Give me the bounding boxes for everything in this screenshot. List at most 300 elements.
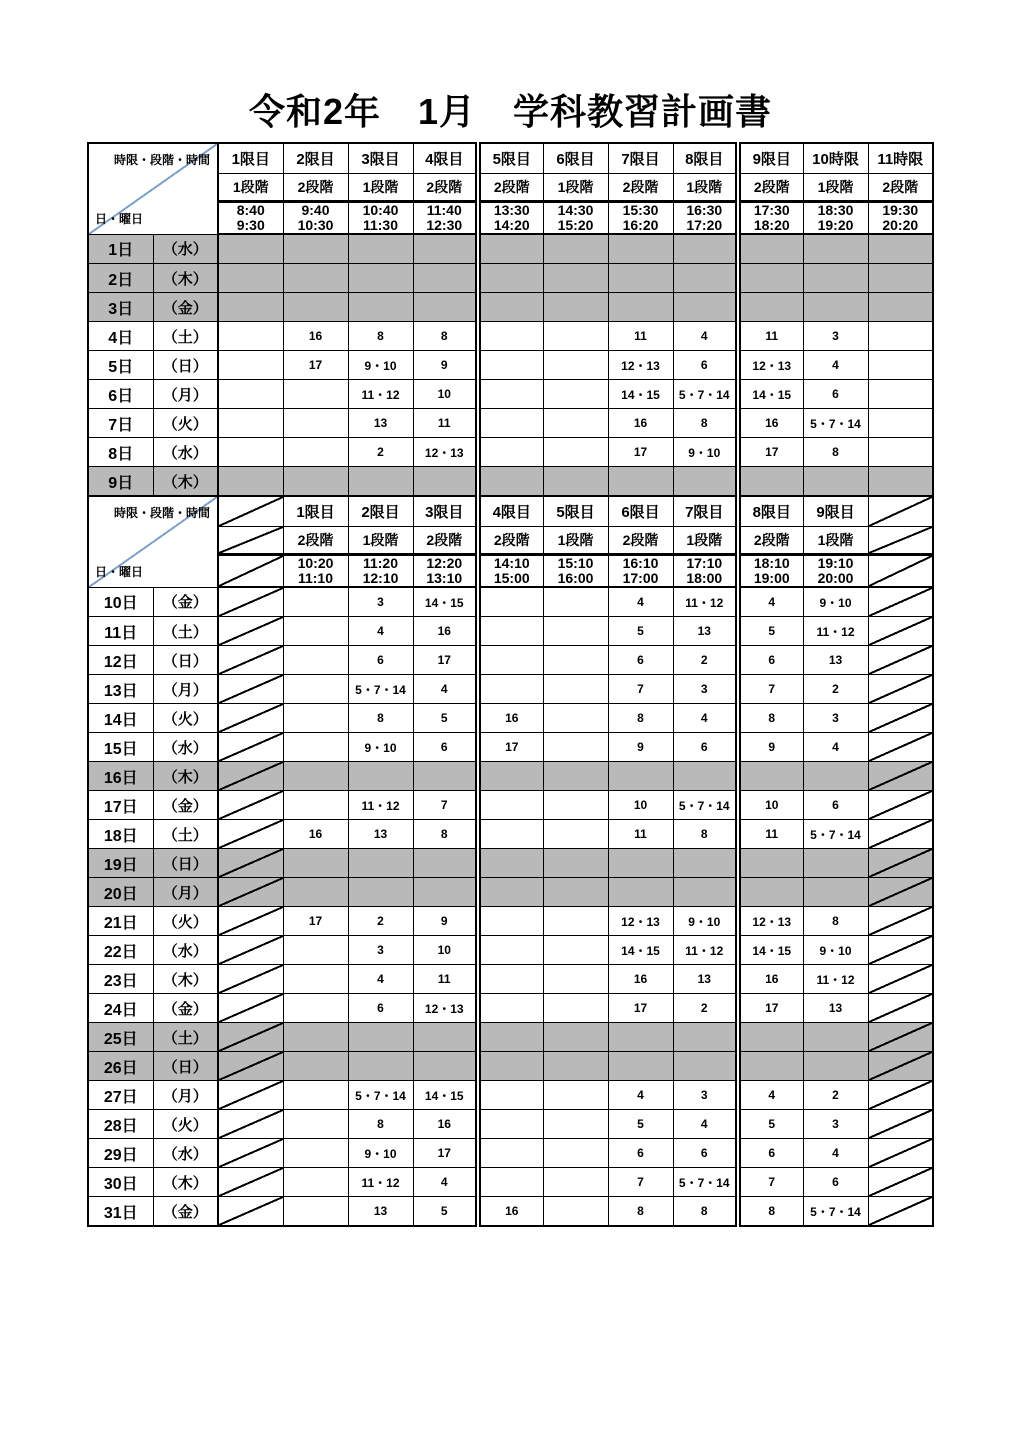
- schedule-row: [88, 704, 933, 733]
- lesson-cell: [803, 264, 868, 293]
- lesson-cell: [803, 849, 868, 878]
- lesson-cell: [283, 467, 348, 497]
- lesson-cell: [543, 617, 608, 646]
- lesson-cell: [543, 965, 608, 994]
- lesson-cell: 14・15: [738, 936, 803, 965]
- lesson-cell: [868, 234, 933, 264]
- schedule-row: [88, 438, 933, 467]
- lesson-cell: [868, 704, 933, 733]
- lesson-cell: 13: [673, 617, 738, 646]
- lesson-cell: [608, 234, 673, 264]
- schedule-row: [88, 587, 933, 617]
- time-header-cell: 12:20 13:10: [413, 555, 478, 588]
- lesson-cell: [478, 994, 543, 1023]
- stage-header-cell: 1段階: [348, 527, 413, 555]
- time-header-cell: 16:10 17:00: [608, 555, 673, 588]
- lesson-cell: [478, 234, 543, 264]
- lesson-cell: [803, 1023, 868, 1052]
- lesson-cell: [218, 322, 283, 351]
- lesson-cell: [283, 1052, 348, 1081]
- weekday-cell: （土）: [153, 1023, 218, 1052]
- lesson-cell: [868, 878, 933, 907]
- lesson-cell: 2: [673, 646, 738, 675]
- lesson-cell: [543, 849, 608, 878]
- lesson-cell: 8: [348, 704, 413, 733]
- time-header-cell: 15:30 16:20: [608, 202, 673, 235]
- lesson-cell: 10: [738, 791, 803, 820]
- lesson-cell: [608, 878, 673, 907]
- lesson-cell: 6: [673, 1139, 738, 1168]
- weekday-cell: （木）: [153, 762, 218, 791]
- lesson-cell: [478, 380, 543, 409]
- schedule-row: [88, 994, 933, 1023]
- weekday-cell: （月）: [153, 675, 218, 704]
- lesson-cell: [218, 234, 283, 264]
- lesson-cell: [868, 409, 933, 438]
- lesson-cell: [543, 1081, 608, 1110]
- lesson-cell: 11: [413, 965, 478, 994]
- schedule-row: [88, 762, 933, 791]
- lesson-cell: 9・10: [673, 438, 738, 467]
- lesson-cell: [868, 675, 933, 704]
- schedule-row: [88, 965, 933, 994]
- lesson-cell: 6: [803, 1168, 868, 1197]
- lesson-cell: 9・10: [673, 907, 738, 936]
- lesson-cell: [218, 293, 283, 322]
- lesson-cell: [478, 409, 543, 438]
- lesson-cell: 11・12: [803, 617, 868, 646]
- schedule-row: [88, 646, 933, 675]
- lesson-cell: [283, 1168, 348, 1197]
- day-cell: 18日: [88, 820, 153, 849]
- lesson-cell: 11・12: [348, 380, 413, 409]
- lesson-cell: 13: [348, 1197, 413, 1227]
- lesson-cell: 4: [738, 587, 803, 617]
- lesson-cell: [868, 762, 933, 791]
- lesson-cell: 3: [803, 1110, 868, 1139]
- lesson-cell: [478, 264, 543, 293]
- lesson-cell: 11: [413, 409, 478, 438]
- lesson-cell: [218, 965, 283, 994]
- lesson-cell: [218, 264, 283, 293]
- lesson-cell: [413, 467, 478, 497]
- stage-header-cell: 2段階: [738, 527, 803, 555]
- lesson-cell: [283, 704, 348, 733]
- lesson-cell: [283, 791, 348, 820]
- period-header-cell: 1限目: [283, 496, 348, 527]
- weekday-cell: （水）: [153, 936, 218, 965]
- lesson-cell: 17: [413, 1139, 478, 1168]
- lesson-cell: [738, 849, 803, 878]
- time-header-cell: 19:10 20:00: [803, 555, 868, 588]
- lesson-cell: [348, 849, 413, 878]
- lesson-cell: 5: [413, 704, 478, 733]
- day-cell: 27日: [88, 1081, 153, 1110]
- lesson-cell: [283, 293, 348, 322]
- time-header-cell: 18:30 19:20: [803, 202, 868, 235]
- lesson-cell: [478, 907, 543, 936]
- lesson-cell: [478, 351, 543, 380]
- lesson-cell: [608, 264, 673, 293]
- schedule-row: [88, 820, 933, 849]
- lesson-cell: [738, 264, 803, 293]
- period-header-cell: [868, 496, 933, 527]
- lesson-cell: [283, 1197, 348, 1227]
- time-header-cell: 17:10 18:00: [673, 555, 738, 588]
- lesson-cell: [543, 438, 608, 467]
- lesson-cell: [543, 1168, 608, 1197]
- period-header-cell: 9限目: [738, 143, 803, 174]
- time-header-cell: 17:30 18:20: [738, 202, 803, 235]
- lesson-cell: 3: [803, 704, 868, 733]
- lesson-cell: 12・13: [413, 438, 478, 467]
- weekday-cell: （木）: [153, 264, 218, 293]
- period-header-cell: 7限目: [673, 496, 738, 527]
- lesson-cell: [283, 438, 348, 467]
- lesson-cell: [543, 675, 608, 704]
- weekday-cell: （火）: [153, 409, 218, 438]
- stage-header-cell: 1段階: [543, 527, 608, 555]
- lesson-cell: 2: [348, 907, 413, 936]
- lesson-cell: [348, 293, 413, 322]
- period-header-cell: 5限目: [543, 496, 608, 527]
- lesson-cell: 5: [738, 1110, 803, 1139]
- period-header-cell: 9限目: [803, 496, 868, 527]
- weekday-cell: （金）: [153, 994, 218, 1023]
- schedule-row: [88, 467, 933, 497]
- lesson-cell: 7: [413, 791, 478, 820]
- weekday-cell: （木）: [153, 467, 218, 497]
- lesson-cell: 7: [608, 1168, 673, 1197]
- lesson-cell: [543, 704, 608, 733]
- day-cell: 21日: [88, 907, 153, 936]
- weekday-cell: （火）: [153, 1110, 218, 1139]
- lesson-cell: [543, 587, 608, 617]
- lesson-cell: [673, 1023, 738, 1052]
- stage-header-cell: 2段階: [283, 174, 348, 202]
- lesson-cell: 14・15: [413, 587, 478, 617]
- weekday-cell: （金）: [153, 791, 218, 820]
- lesson-cell: [868, 1197, 933, 1227]
- corner-top-label: 時限・段階・時間: [113, 506, 210, 520]
- lesson-cell: 16: [738, 409, 803, 438]
- lesson-cell: 6: [803, 380, 868, 409]
- lesson-cell: [673, 264, 738, 293]
- lesson-cell: [478, 1110, 543, 1139]
- lesson-cell: 12・13: [413, 994, 478, 1023]
- lesson-cell: [803, 293, 868, 322]
- stage-header-cell: 1段階: [673, 174, 738, 202]
- lesson-cell: [478, 762, 543, 791]
- lesson-cell: [803, 878, 868, 907]
- period-header-cell: 2限目: [348, 496, 413, 527]
- lesson-cell: 12・13: [738, 351, 803, 380]
- lesson-cell: [738, 467, 803, 497]
- lesson-cell: [543, 234, 608, 264]
- lesson-cell: 16: [608, 409, 673, 438]
- lesson-cell: 9・10: [803, 587, 868, 617]
- day-cell: 25日: [88, 1023, 153, 1052]
- lesson-cell: [478, 1052, 543, 1081]
- lesson-cell: [803, 234, 868, 264]
- lesson-cell: [413, 878, 478, 907]
- lesson-cell: [738, 762, 803, 791]
- lesson-cell: [543, 380, 608, 409]
- lesson-cell: 7: [738, 1168, 803, 1197]
- lesson-cell: [478, 646, 543, 675]
- lesson-cell: [868, 849, 933, 878]
- weekday-cell: （火）: [153, 907, 218, 936]
- day-cell: 10日: [88, 587, 153, 617]
- day-cell: 28日: [88, 1110, 153, 1139]
- schedule-row: [88, 907, 933, 936]
- lesson-cell: [218, 409, 283, 438]
- lesson-cell: [673, 1052, 738, 1081]
- lesson-cell: [478, 791, 543, 820]
- stage-header-cell: 1段階: [803, 527, 868, 555]
- lesson-cell: [868, 820, 933, 849]
- lesson-cell: [348, 264, 413, 293]
- period-header-cell: 4限目: [478, 496, 543, 527]
- time-header-cell: 10:40 11:30: [348, 202, 413, 235]
- time-header-cell: 11:20 12:10: [348, 555, 413, 588]
- weekday-cell: （水）: [153, 438, 218, 467]
- period-header-cell: 1限目: [218, 143, 283, 174]
- lesson-cell: [478, 1023, 543, 1052]
- lesson-cell: [218, 907, 283, 936]
- lesson-cell: [868, 264, 933, 293]
- lesson-cell: 4: [673, 322, 738, 351]
- lesson-cell: 8: [673, 1197, 738, 1227]
- day-cell: 2日: [88, 264, 153, 293]
- weekday-cell: （土）: [153, 617, 218, 646]
- time-header-cell: 16:30 17:20: [673, 202, 738, 235]
- lesson-cell: [413, 264, 478, 293]
- lesson-cell: [738, 1052, 803, 1081]
- weekday-cell: （金）: [153, 1197, 218, 1227]
- lesson-cell: [478, 675, 543, 704]
- day-cell: 20日: [88, 878, 153, 907]
- lesson-cell: 16: [478, 1197, 543, 1227]
- lesson-cell: [218, 733, 283, 762]
- time-header-cell: 18:10 19:00: [738, 555, 803, 588]
- lesson-cell: 8: [738, 704, 803, 733]
- lesson-cell: [543, 1023, 608, 1052]
- weekday-cell: （金）: [153, 587, 218, 617]
- lesson-cell: [543, 264, 608, 293]
- day-cell: 9日: [88, 467, 153, 497]
- lesson-cell: [868, 1081, 933, 1110]
- lesson-cell: [738, 1023, 803, 1052]
- corner-bottom-label: 日・曜日: [95, 211, 144, 226]
- time-header-cell: 10:20 11:10: [283, 555, 348, 588]
- lesson-cell: [218, 587, 283, 617]
- day-cell: 3日: [88, 293, 153, 322]
- lesson-cell: [218, 878, 283, 907]
- lesson-cell: [283, 762, 348, 791]
- lesson-cell: [868, 965, 933, 994]
- lesson-cell: [283, 380, 348, 409]
- lesson-cell: 8: [608, 1197, 673, 1227]
- weekday-cell: （日）: [153, 1052, 218, 1081]
- stage-header-cell: 2段階: [283, 527, 348, 555]
- lesson-cell: 13: [673, 965, 738, 994]
- lesson-cell: [478, 322, 543, 351]
- lesson-cell: 11・12: [348, 1168, 413, 1197]
- stage-header-cell: 1段階: [348, 174, 413, 202]
- weekday-cell: （水）: [153, 234, 218, 264]
- lesson-cell: [868, 1052, 933, 1081]
- lesson-cell: 2: [348, 438, 413, 467]
- lesson-cell: [413, 293, 478, 322]
- lesson-cell: [868, 467, 933, 497]
- lesson-cell: [218, 1081, 283, 1110]
- page-title: 令和2年 1月 学科教習計画書: [248, 91, 773, 132]
- time-header-cell: 11:40 12:30: [413, 202, 478, 235]
- lesson-cell: [868, 994, 933, 1023]
- schedule-row: [88, 1081, 933, 1110]
- stage-header-cell: 2段階: [868, 174, 933, 202]
- time-header-cell: [218, 555, 283, 588]
- lesson-cell: 11・12: [673, 587, 738, 617]
- lesson-cell: 6: [738, 1139, 803, 1168]
- lesson-cell: [543, 467, 608, 497]
- lesson-cell: 5・7・14: [803, 409, 868, 438]
- lesson-cell: 10: [608, 791, 673, 820]
- schedule-row: [88, 351, 933, 380]
- lesson-cell: [283, 409, 348, 438]
- stage-header-cell: 2段階: [478, 527, 543, 555]
- day-cell: 19日: [88, 849, 153, 878]
- lesson-cell: 11・12: [673, 936, 738, 965]
- weekday-cell: （日）: [153, 351, 218, 380]
- lesson-cell: [218, 762, 283, 791]
- day-cell: 5日: [88, 351, 153, 380]
- time-header-cell: 14:30 15:20: [543, 202, 608, 235]
- lesson-cell: [478, 878, 543, 907]
- lesson-cell: [738, 878, 803, 907]
- schedule-row: [88, 878, 933, 907]
- schedule-row: [88, 234, 933, 264]
- lesson-cell: [868, 293, 933, 322]
- lesson-cell: [283, 1110, 348, 1139]
- schedule-row: [88, 1168, 933, 1197]
- day-cell: 23日: [88, 965, 153, 994]
- lesson-cell: [218, 351, 283, 380]
- lesson-cell: 13: [348, 409, 413, 438]
- lesson-cell: 3: [348, 936, 413, 965]
- lesson-cell: [673, 878, 738, 907]
- lesson-cell: 4: [673, 704, 738, 733]
- lesson-cell: [868, 907, 933, 936]
- period-header-cell: 3限目: [413, 496, 478, 527]
- lesson-cell: [868, 380, 933, 409]
- day-cell: 30日: [88, 1168, 153, 1197]
- time-header-cell: 14:10 15:00: [478, 555, 543, 588]
- lesson-cell: 11: [608, 820, 673, 849]
- lesson-cell: 12・13: [608, 351, 673, 380]
- schedule-row: [88, 322, 933, 351]
- schedule-row: [88, 380, 933, 409]
- lesson-cell: 17: [478, 733, 543, 762]
- lesson-cell: [348, 878, 413, 907]
- header-period-row: [88, 143, 933, 174]
- lesson-cell: 5・7・14: [673, 380, 738, 409]
- lesson-cell: [868, 936, 933, 965]
- lesson-cell: [673, 762, 738, 791]
- lesson-cell: 3: [803, 322, 868, 351]
- lesson-cell: 6: [673, 351, 738, 380]
- lesson-cell: 17: [608, 438, 673, 467]
- lesson-cell: 4: [673, 1110, 738, 1139]
- schedule-row: [88, 936, 933, 965]
- time-header-cell: 8:40 9:30: [218, 202, 283, 235]
- period-header-cell: 8限目: [673, 143, 738, 174]
- lesson-cell: 4: [413, 1168, 478, 1197]
- period-header-cell: 2限目: [283, 143, 348, 174]
- lesson-cell: [803, 467, 868, 497]
- lesson-cell: [543, 1197, 608, 1227]
- lesson-cell: [218, 704, 283, 733]
- lesson-cell: 12・13: [738, 907, 803, 936]
- time-header-cell: 19:30 20:20: [868, 202, 933, 235]
- time-header-cell: 9:40 10:30: [283, 202, 348, 235]
- lesson-cell: 2: [673, 994, 738, 1023]
- header-period-row: [88, 496, 933, 527]
- lesson-cell: [218, 1197, 283, 1227]
- lesson-cell: 8: [738, 1197, 803, 1227]
- lesson-cell: 9: [738, 733, 803, 762]
- lesson-cell: [868, 646, 933, 675]
- schedule-row: [88, 293, 933, 322]
- lesson-cell: [348, 467, 413, 497]
- schedule-row: [88, 617, 933, 646]
- lesson-cell: [608, 1052, 673, 1081]
- lesson-cell: 5: [608, 1110, 673, 1139]
- lesson-cell: [218, 380, 283, 409]
- lesson-cell: 5: [413, 1197, 478, 1227]
- lesson-cell: 4: [608, 1081, 673, 1110]
- lesson-cell: 5・7・14: [348, 1081, 413, 1110]
- lesson-cell: 17: [283, 351, 348, 380]
- lesson-cell: [543, 1052, 608, 1081]
- lesson-cell: [543, 791, 608, 820]
- schedule-table-wrap: [87, 142, 934, 1227]
- lesson-cell: 4: [608, 587, 673, 617]
- lesson-cell: [543, 322, 608, 351]
- lesson-cell: 13: [348, 820, 413, 849]
- lesson-cell: [283, 1139, 348, 1168]
- lesson-cell: 2: [803, 1081, 868, 1110]
- lesson-cell: [543, 1110, 608, 1139]
- lesson-cell: [868, 351, 933, 380]
- day-cell: 6日: [88, 380, 153, 409]
- lesson-cell: 6: [803, 791, 868, 820]
- weekday-cell: （月）: [153, 380, 218, 409]
- lesson-cell: 8: [803, 438, 868, 467]
- corner-cell: [88, 496, 218, 587]
- lesson-cell: 9: [608, 733, 673, 762]
- lesson-cell: [543, 878, 608, 907]
- lesson-cell: 16: [478, 704, 543, 733]
- day-cell: 15日: [88, 733, 153, 762]
- lesson-cell: 6: [348, 994, 413, 1023]
- day-cell: 7日: [88, 409, 153, 438]
- lesson-cell: 16: [283, 820, 348, 849]
- lesson-cell: 16: [413, 1110, 478, 1139]
- lesson-cell: [868, 1139, 933, 1168]
- weekday-cell: （月）: [153, 878, 218, 907]
